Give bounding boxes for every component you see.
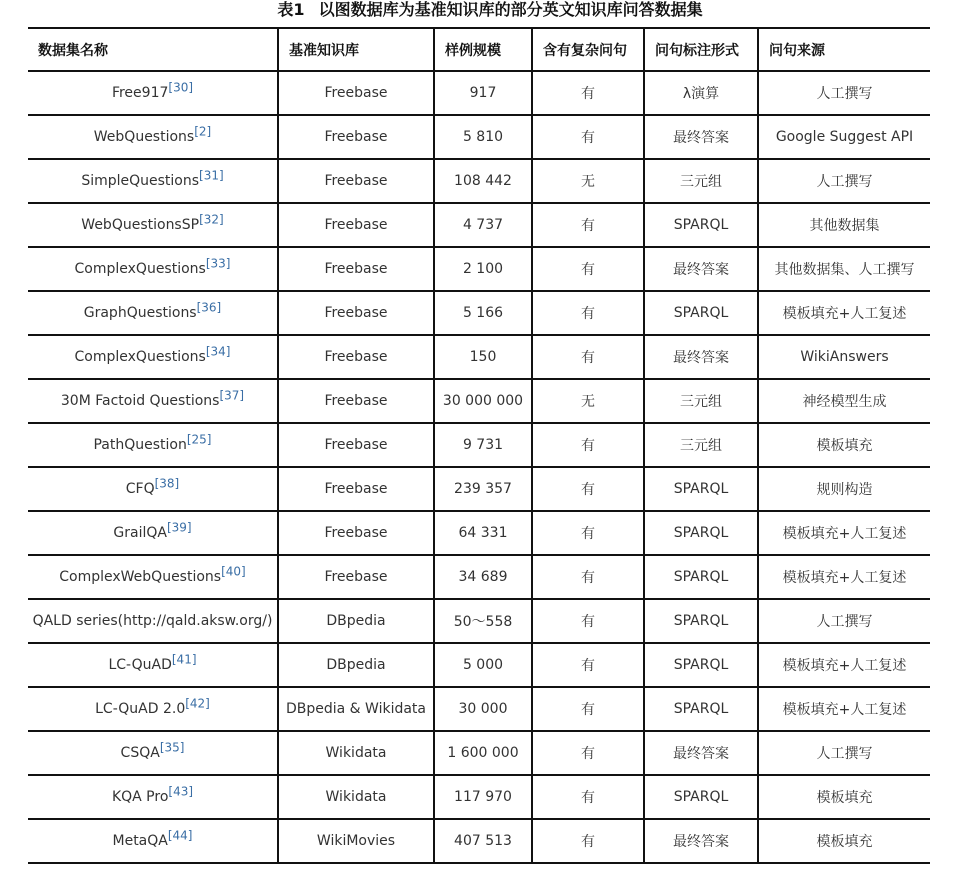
table-row — [28, 599, 930, 643]
cell-complex-questions-text: 有 — [581, 526, 595, 542]
cell-sample-size-text: 117 970 — [454, 789, 512, 805]
cell-sample-size — [434, 115, 532, 159]
cell-annotation-form — [644, 203, 758, 247]
table-row — [28, 159, 930, 203]
cell-knowledge-base — [278, 379, 434, 423]
cell-dataset-name-text: CSQA — [120, 745, 160, 761]
cell-question-source — [758, 467, 930, 511]
header-dataset-name: 数据集名称 — [28, 28, 278, 71]
cell-question-source-text: 模板填充 — [816, 834, 873, 850]
table-row — [28, 423, 930, 467]
header-row — [28, 28, 930, 71]
cell-sample-size-text: 2 100 — [462, 261, 504, 277]
cell-annotation-form-text: 最终答案 — [673, 262, 729, 278]
cell-knowledge-base-text: Freebase — [324, 349, 388, 365]
cell-annotation-form — [644, 731, 758, 775]
cell-knowledge-base — [278, 819, 434, 863]
cell-complex-questions — [532, 555, 644, 599]
cell-sample-size — [434, 775, 532, 819]
cell-complex-questions — [532, 599, 644, 643]
cell-annotation-form-text: SPARQL — [673, 305, 729, 321]
cell-dataset-name-text: CFQ — [125, 481, 155, 497]
cell-dataset-name-text: LC-QuAD 2.0 — [95, 701, 186, 717]
cell-annotation-form-text: SPARQL — [673, 217, 729, 233]
cell-sample-size — [434, 423, 532, 467]
cell-annotation-form — [644, 819, 758, 863]
cell-knowledge-base — [278, 335, 434, 379]
cell-knowledge-base — [278, 423, 434, 467]
cell-annotation-form — [644, 511, 758, 555]
cell-complex-questions-text: 有 — [581, 834, 595, 850]
cell-sample-size — [434, 819, 532, 863]
table-caption — [0, 0, 980, 24]
cell-question-source-text: 模板填充+人工复述 — [782, 702, 907, 718]
cell-dataset-name — [28, 159, 278, 203]
cell-dataset-name-text: Free917 — [111, 85, 169, 101]
cell-annotation-form-text: SPARQL — [673, 789, 729, 805]
cell-knowledge-base — [278, 291, 434, 335]
cell-knowledge-base — [278, 71, 434, 115]
table-row — [28, 819, 930, 863]
table-row — [28, 247, 930, 291]
header-knowledge-base: 基准知识库 — [278, 28, 434, 71]
cell-annotation-form — [644, 379, 758, 423]
table-row — [28, 555, 930, 599]
table-row — [28, 775, 930, 819]
cell-knowledge-base — [278, 467, 434, 511]
cell-dataset-name — [28, 775, 278, 819]
cell-knowledge-base-text: DBpedia & Wikidata — [285, 701, 426, 717]
cell-knowledge-base-text: Freebase — [324, 525, 388, 541]
cell-dataset-name-text: LC-QuAD — [108, 657, 172, 673]
citation-link[interactable]: [30] — [168, 80, 194, 95]
cell-knowledge-base-text: WikiMovies — [316, 833, 396, 849]
cell-complex-questions-text: 有 — [581, 570, 595, 586]
cell-sample-size-text: 34 689 — [458, 569, 508, 585]
cell-sample-size-text: 30 000 000 — [442, 393, 524, 409]
cell-complex-questions-text: 有 — [581, 130, 595, 146]
table-title: 以图数据库为基准知识库的部分英文知识库问答数据集 — [318, 0, 703, 19]
cell-sample-size-text: 1 600 000 — [447, 745, 519, 761]
cell-question-source-text: 人工撰写 — [816, 614, 873, 630]
cell-sample-size-text: 50～558 — [453, 614, 513, 630]
cell-dataset-name-text: GrailQA — [113, 525, 167, 541]
cell-sample-size — [434, 731, 532, 775]
cell-complex-questions — [532, 819, 644, 863]
cell-sample-size-text: 64 331 — [458, 525, 508, 541]
cell-annotation-form-text: 三元组 — [680, 438, 722, 454]
cell-knowledge-base — [278, 159, 434, 203]
cell-annotation-form — [644, 115, 758, 159]
cell-dataset-name — [28, 467, 278, 511]
table-number: 表1 — [277, 0, 305, 19]
cell-knowledge-base-text: Freebase — [324, 85, 388, 101]
cell-annotation-form — [644, 159, 758, 203]
cell-annotation-form — [644, 423, 758, 467]
cell-dataset-name-text: ComplexQuestions — [74, 349, 206, 365]
cell-sample-size — [434, 687, 532, 731]
cell-question-source — [758, 115, 930, 159]
cell-knowledge-base-text: Freebase — [324, 569, 388, 585]
cell-sample-size-text: 5 166 — [462, 305, 504, 321]
cell-question-source-text: 模板填充+人工复述 — [782, 658, 907, 674]
cell-dataset-name — [28, 71, 278, 115]
cell-sample-size-text: 5 000 — [462, 657, 504, 673]
cell-sample-size — [434, 335, 532, 379]
cell-question-source — [758, 555, 930, 599]
cell-question-source — [758, 643, 930, 687]
cell-question-source — [758, 203, 930, 247]
cell-knowledge-base-text: Freebase — [324, 173, 388, 189]
citation-link[interactable]: [35] — [159, 740, 185, 755]
cell-dataset-name — [28, 423, 278, 467]
table-row — [28, 379, 930, 423]
cell-knowledge-base-text: Freebase — [324, 217, 388, 233]
table-row — [28, 291, 930, 335]
cell-sample-size — [434, 291, 532, 335]
header-annotation-form: 问句标注形式 — [644, 28, 758, 71]
cell-annotation-form-text: 三元组 — [680, 174, 722, 190]
cell-knowledge-base-text: Freebase — [324, 129, 388, 145]
table-row — [28, 643, 930, 687]
cell-question-source-text: 神经模型生成 — [802, 394, 887, 410]
citation-link[interactable]: [2] — [194, 124, 212, 139]
cell-annotation-form-text: λ演算 — [682, 86, 720, 102]
cell-dataset-name — [28, 379, 278, 423]
cell-dataset-name — [28, 511, 278, 555]
cell-question-source — [758, 159, 930, 203]
cell-question-source-text: 其他数据集、人工撰写 — [774, 262, 915, 278]
cell-complex-questions-text: 有 — [581, 658, 595, 674]
dataset-table — [28, 27, 930, 864]
cell-sample-size — [434, 247, 532, 291]
cell-sample-size — [434, 643, 532, 687]
cell-complex-questions — [532, 71, 644, 115]
cell-complex-questions-text: 无 — [581, 174, 595, 190]
cell-question-source — [758, 731, 930, 775]
cell-dataset-name — [28, 247, 278, 291]
cell-question-source — [758, 335, 930, 379]
cell-complex-questions — [532, 775, 644, 819]
cell-annotation-form-text: 最终答案 — [673, 350, 729, 366]
citation-link[interactable]: [42] — [185, 696, 210, 711]
cell-complex-questions — [532, 687, 644, 731]
cell-question-source — [758, 511, 930, 555]
cell-annotation-form-text: SPARQL — [673, 701, 729, 717]
table-row — [28, 335, 930, 379]
citation-link[interactable]: [39] — [166, 520, 192, 535]
cell-question-source — [758, 247, 930, 291]
cell-dataset-name-text: SimpleQuestions — [81, 173, 200, 189]
cell-complex-questions-text: 有 — [581, 262, 595, 278]
cell-annotation-form — [644, 599, 758, 643]
table-row — [28, 687, 930, 731]
cell-annotation-form — [644, 291, 758, 335]
cell-knowledge-base — [278, 599, 434, 643]
citation-link[interactable]: [25] — [186, 432, 212, 447]
cell-annotation-form — [644, 775, 758, 819]
citation-link[interactable]: [33] — [205, 256, 231, 271]
cell-question-source — [758, 71, 930, 115]
cell-sample-size — [434, 379, 532, 423]
table-row — [28, 511, 930, 555]
cell-dataset-name-text: ComplexQuestions — [74, 261, 206, 277]
citation-link[interactable]: [44] — [167, 828, 193, 843]
cell-complex-questions — [532, 115, 644, 159]
cell-annotation-form — [644, 247, 758, 291]
cell-question-source-text: 人工撰写 — [816, 174, 873, 190]
cell-dataset-name — [28, 731, 278, 775]
citation-link[interactable]: [36] — [196, 300, 222, 315]
cell-annotation-form — [644, 467, 758, 511]
cell-question-source — [758, 775, 930, 819]
cell-knowledge-base-text: Freebase — [324, 393, 388, 409]
cell-dataset-name — [28, 687, 278, 731]
cell-complex-questions-text: 有 — [581, 746, 595, 762]
header-sample-size: 样例规模 — [434, 28, 532, 71]
cell-complex-questions-text: 有 — [581, 482, 595, 498]
cell-annotation-form-text: 三元组 — [680, 394, 722, 410]
cell-complex-questions — [532, 731, 644, 775]
cell-dataset-name — [28, 643, 278, 687]
cell-question-source — [758, 599, 930, 643]
cell-annotation-form-text: SPARQL — [673, 657, 729, 673]
cell-dataset-name-text: MetaQA — [112, 833, 168, 849]
cell-question-source-text: 模板填充+人工复述 — [782, 570, 907, 586]
cell-annotation-form-text: 最终答案 — [673, 746, 729, 762]
citation-link[interactable]: [43] — [168, 784, 194, 799]
cell-complex-questions — [532, 379, 644, 423]
cell-complex-questions-text: 有 — [581, 306, 595, 322]
cell-knowledge-base-text: Wikidata — [325, 789, 387, 805]
cell-annotation-form-text: SPARQL — [673, 481, 729, 497]
cell-question-source — [758, 687, 930, 731]
cell-sample-size-text: 9 731 — [462, 437, 504, 453]
cell-complex-questions — [532, 467, 644, 511]
cell-annotation-form — [644, 71, 758, 115]
cell-dataset-name-text: 30M Factoid Questions — [60, 393, 220, 409]
cell-question-source-text: 模板填充 — [816, 438, 873, 454]
cell-question-source-text: 规则构造 — [816, 482, 873, 498]
cell-knowledge-base-text: Freebase — [324, 437, 388, 453]
cell-complex-questions-text: 有 — [581, 86, 595, 102]
cell-question-source-text: 人工撰写 — [816, 86, 873, 102]
cell-dataset-name-text: ComplexWebQuestions — [59, 569, 222, 585]
cell-sample-size-text: 30 000 — [458, 701, 508, 717]
cell-knowledge-base-text: DBpedia — [326, 657, 386, 673]
cell-annotation-form — [644, 687, 758, 731]
cell-complex-questions — [532, 643, 644, 687]
cell-dataset-name — [28, 203, 278, 247]
cell-complex-questions — [532, 159, 644, 203]
table-row — [28, 115, 930, 159]
cell-sample-size — [434, 511, 532, 555]
citation-link[interactable]: [31] — [199, 168, 224, 183]
cell-question-source-text: Google Suggest API — [775, 129, 914, 145]
citation-link[interactable]: [37] — [219, 388, 245, 403]
cell-complex-questions — [532, 511, 644, 555]
cell-knowledge-base-text: Freebase — [324, 305, 388, 321]
cell-annotation-form-text: SPARQL — [673, 569, 729, 585]
cell-knowledge-base-text: DBpedia — [326, 613, 386, 629]
cell-question-source-text: 模板填充+人工复述 — [782, 526, 907, 542]
cell-knowledge-base — [278, 775, 434, 819]
cell-annotation-form-text: SPARQL — [673, 613, 729, 629]
cell-annotation-form-text: 最终答案 — [673, 130, 729, 146]
cell-question-source-text: 模板填充 — [816, 790, 873, 806]
cell-sample-size-text: 108 442 — [454, 173, 512, 189]
cell-dataset-name — [28, 291, 278, 335]
cell-dataset-name — [28, 819, 278, 863]
cell-question-source-text: WikiAnswers — [800, 349, 889, 365]
cell-complex-questions — [532, 291, 644, 335]
header-complex-questions: 含有复杂问句 — [532, 28, 644, 71]
cell-complex-questions — [532, 203, 644, 247]
cell-sample-size — [434, 599, 532, 643]
cell-question-source — [758, 819, 930, 863]
table-row — [28, 71, 930, 115]
cell-question-source-text: 其他数据集 — [809, 218, 880, 234]
cell-knowledge-base — [278, 643, 434, 687]
cell-sample-size-text: 4 737 — [462, 217, 504, 233]
cell-sample-size — [434, 467, 532, 511]
cell-knowledge-base — [278, 555, 434, 599]
cell-complex-questions — [532, 335, 644, 379]
cell-knowledge-base — [278, 115, 434, 159]
cell-knowledge-base — [278, 687, 434, 731]
header-question-source: 问句来源 — [758, 28, 930, 71]
cell-sample-size-text: 150 — [469, 349, 497, 365]
cell-dataset-name — [28, 115, 278, 159]
table-row — [28, 467, 930, 511]
cell-annotation-form — [644, 555, 758, 599]
cell-question-source — [758, 423, 930, 467]
cell-annotation-form — [644, 335, 758, 379]
cell-sample-size — [434, 555, 532, 599]
cell-annotation-form — [644, 643, 758, 687]
cell-dataset-name-text: GraphQuestions — [83, 305, 197, 321]
cell-question-source — [758, 291, 930, 335]
cell-dataset-name-text: WebQuestionsSP — [81, 217, 200, 233]
cell-sample-size — [434, 71, 532, 115]
cell-sample-size-text: 5 810 — [462, 129, 504, 145]
citation-link[interactable]: [41] — [171, 652, 197, 667]
cell-complex-questions — [532, 247, 644, 291]
cell-complex-questions-text: 有 — [581, 614, 595, 630]
citation-link[interactable]: [40] — [221, 564, 246, 579]
cell-knowledge-base-text: Wikidata — [325, 745, 387, 761]
cell-knowledge-base-text: Freebase — [324, 261, 388, 277]
cell-sample-size — [434, 203, 532, 247]
cell-sample-size-text: 407 513 — [454, 833, 512, 849]
cell-knowledge-base-text: Freebase — [324, 481, 388, 497]
cell-complex-questions-text: 有 — [581, 350, 595, 366]
cell-knowledge-base — [278, 731, 434, 775]
cell-dataset-name — [28, 599, 278, 643]
cell-knowledge-base — [278, 247, 434, 291]
cell-dataset-name — [28, 555, 278, 599]
citation-link[interactable]: [34] — [205, 344, 231, 359]
cell-complex-questions-text: 有 — [581, 790, 595, 806]
citation-link[interactable]: [38] — [154, 476, 180, 491]
cell-question-source-text: 模板填充+人工复述 — [782, 306, 907, 322]
cell-complex-questions-text: 有 — [581, 702, 595, 718]
citation-link[interactable]: [32] — [199, 212, 224, 227]
cell-sample-size — [434, 159, 532, 203]
table-row — [28, 731, 930, 775]
table-body — [28, 71, 930, 863]
cell-annotation-form-text: SPARQL — [673, 525, 729, 541]
cell-dataset-name — [28, 335, 278, 379]
cell-knowledge-base — [278, 511, 434, 555]
cell-dataset-name-text: PathQuestion — [93, 437, 187, 453]
cell-knowledge-base — [278, 203, 434, 247]
cell-sample-size-text: 917 — [469, 85, 497, 101]
cell-question-source — [758, 379, 930, 423]
cell-question-source-text: 人工撰写 — [816, 746, 873, 762]
cell-dataset-name-text: WebQuestions — [93, 129, 195, 145]
cell-sample-size-text: 239 357 — [454, 481, 512, 497]
cell-complex-questions — [532, 423, 644, 467]
cell-dataset-name-text: KQA Pro — [111, 789, 169, 805]
cell-complex-questions-text: 无 — [581, 394, 595, 410]
table-row — [28, 203, 930, 247]
cell-complex-questions-text: 有 — [581, 438, 595, 454]
cell-dataset-name-text: QALD series(http://qald.aksw.org/) — [32, 613, 273, 629]
cell-complex-questions-text: 有 — [581, 218, 595, 234]
cell-annotation-form-text: 最终答案 — [673, 834, 729, 850]
